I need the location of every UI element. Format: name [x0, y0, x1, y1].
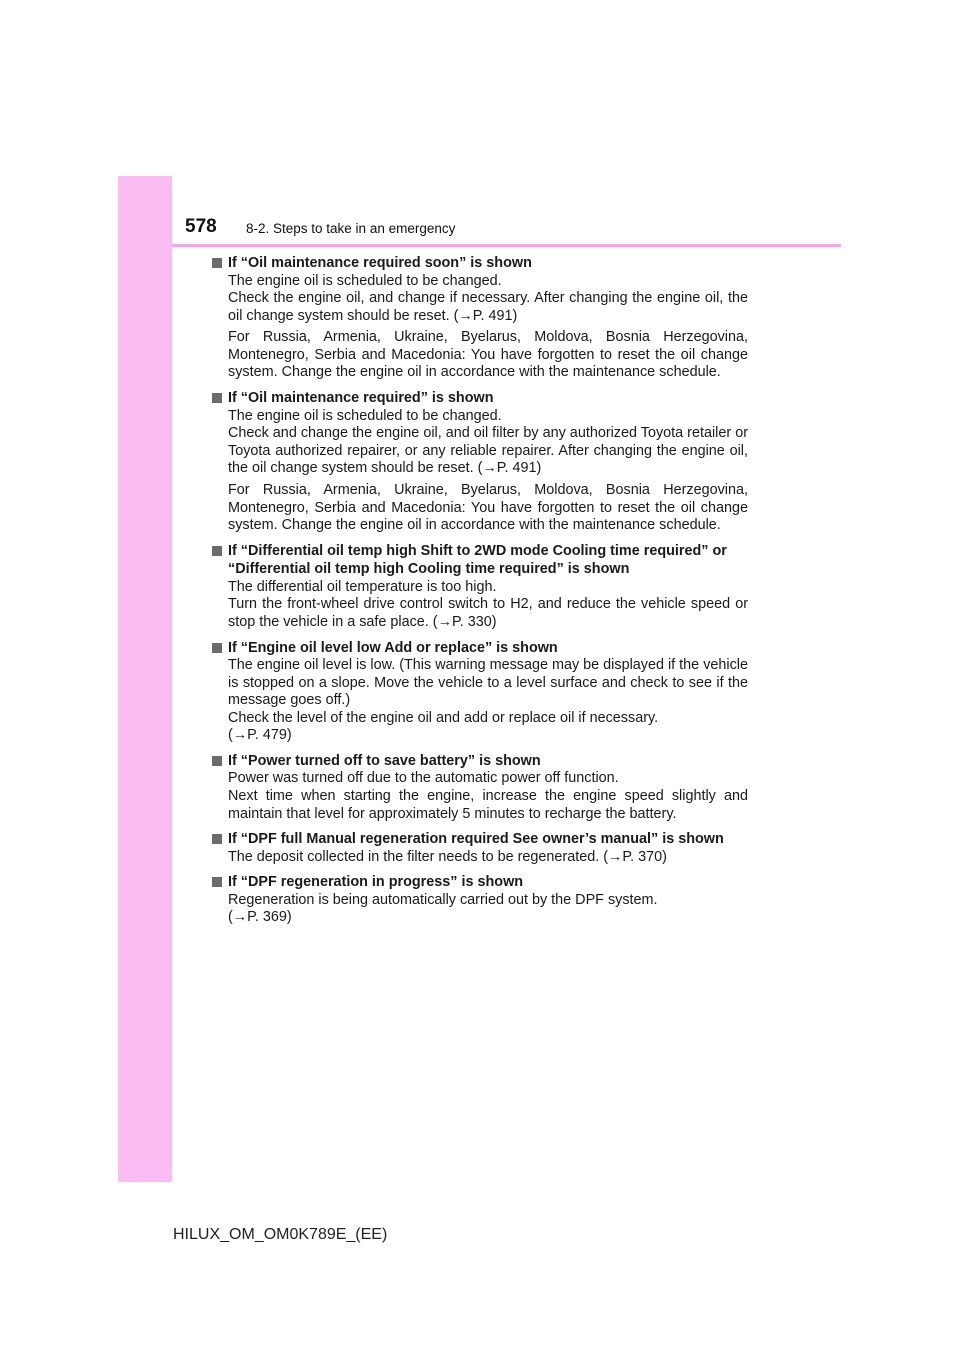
body-paragraph — [228, 408, 748, 482]
body-paragraph — [228, 892, 748, 931]
entry-heading — [212, 389, 748, 408]
heading-text: If “Engine oil level low Add or replace” is shown — [228, 639, 558, 656]
body-line: The engine oil is scheduled to be changed. — [228, 407, 502, 424]
heading-text: If “Power turned off to save battery” is shown — [228, 752, 541, 769]
entry-heading — [212, 542, 748, 579]
body-paragraph — [228, 579, 748, 636]
square-bullet-icon — [212, 393, 222, 403]
body-line: The engine oil is scheduled to be changed. — [228, 272, 502, 289]
body-line: (→P. 369) — [228, 909, 292, 926]
entry-heading — [212, 752, 748, 771]
body-line: The deposit collected in the filter needs to be regenerated. (→P. 370) — [228, 848, 667, 865]
heading-text: If “Oil maintenance required soon” is shown — [228, 255, 532, 271]
body-paragraph — [228, 849, 748, 871]
entry-heading — [212, 254, 748, 273]
entry — [212, 752, 748, 827]
body-paragraph — [228, 770, 748, 827]
entry — [212, 389, 748, 539]
heading-text: If “Differential oil temp high Shift to 2WD mode Cooling time required” or “Differential oil temp high Cooling time required” is shown — [228, 542, 727, 578]
body-paragraph — [228, 273, 748, 330]
body-paragraph — [228, 482, 748, 539]
entry-heading — [212, 830, 748, 849]
page-content — [212, 254, 748, 934]
body-line: Check the level of the engine oil and add or replace oil if necessary. — [228, 709, 659, 726]
body-paragraph — [228, 657, 748, 749]
manual-code: HILUX_OM_OM0K789E_(EE) — [173, 1226, 388, 1243]
section-title: 8-2. Steps to take in an emergency — [246, 221, 456, 236]
heading-text: If “DPF regeneration in progress” is shown — [228, 874, 524, 891]
entry-heading — [212, 639, 748, 658]
entry-heading — [212, 873, 748, 892]
entry — [212, 830, 748, 870]
body-line: Turn the front-wheel drive control switch to H2, and reduce the vehicle speed or stop the vehicle in a safe place. (→P. 330) — [228, 596, 748, 630]
entry — [212, 542, 748, 636]
body-line: Power was turned off due to the automatic power off function. — [228, 770, 619, 787]
page-number: 578 — [185, 216, 217, 237]
side-tab-band — [118, 176, 172, 1182]
entry — [212, 873, 748, 931]
body-line: For Russia, Armenia, Ukraine, Byelarus, Moldova, Bosnia Herzegovina, Montenegro, Serbia and Macedonia: You have forgotten to reset the oil change system. Change the engine oil in accordance with the maintenance schedule. — [228, 329, 748, 381]
body-paragraph — [228, 329, 748, 386]
body-line: Regeneration is being automatically carried out by the DPF system. — [228, 891, 658, 908]
body-line: (→P. 479) — [228, 727, 292, 744]
body-line: Check the engine oil, and change if necessary. After changing the engine oil, the oil change system should be reset. (→P. 491) — [228, 290, 748, 324]
entry — [212, 254, 748, 386]
heading-text: If “DPF full Manual regeneration required See owner’s manual” is shown — [228, 831, 724, 848]
square-bullet-icon — [212, 756, 222, 766]
square-bullet-icon — [212, 877, 222, 887]
square-bullet-icon — [212, 834, 222, 844]
heading-text: If “Oil maintenance required” is shown — [228, 390, 494, 407]
body-line: Next time when starting the engine, increase the engine speed slightly and maintain that level for approximately 5 minutes to recharge the battery. — [228, 788, 748, 822]
square-bullet-icon — [212, 546, 222, 556]
header-rule — [172, 244, 841, 247]
body-line: The differential oil temperature is too high. — [228, 578, 497, 595]
square-bullet-icon — [212, 643, 222, 653]
body-line: The engine oil level is low. (This warning message may be displayed if the vehicle is stopped on a slope. Move the vehicle to a level surface and check to see if the message goes off.) — [228, 657, 748, 709]
entry — [212, 639, 748, 749]
body-line: For Russia, Armenia, Ukraine, Byelarus, Moldova, Bosnia Herzegovina, Montenegro, Serbia and Macedonia: You have forgotten to reset the oil change system. Change the engine oil in accordance with the maintenance schedule. — [228, 481, 748, 534]
body-line: Check and change the engine oil, and oil filter by any authorized Toyota retailer or Toyota authorized repairer, or any reliable repairer. After changing the engine oil, the oil change system should be reset. (→P. 491) — [228, 425, 748, 477]
square-bullet-icon — [212, 258, 222, 268]
